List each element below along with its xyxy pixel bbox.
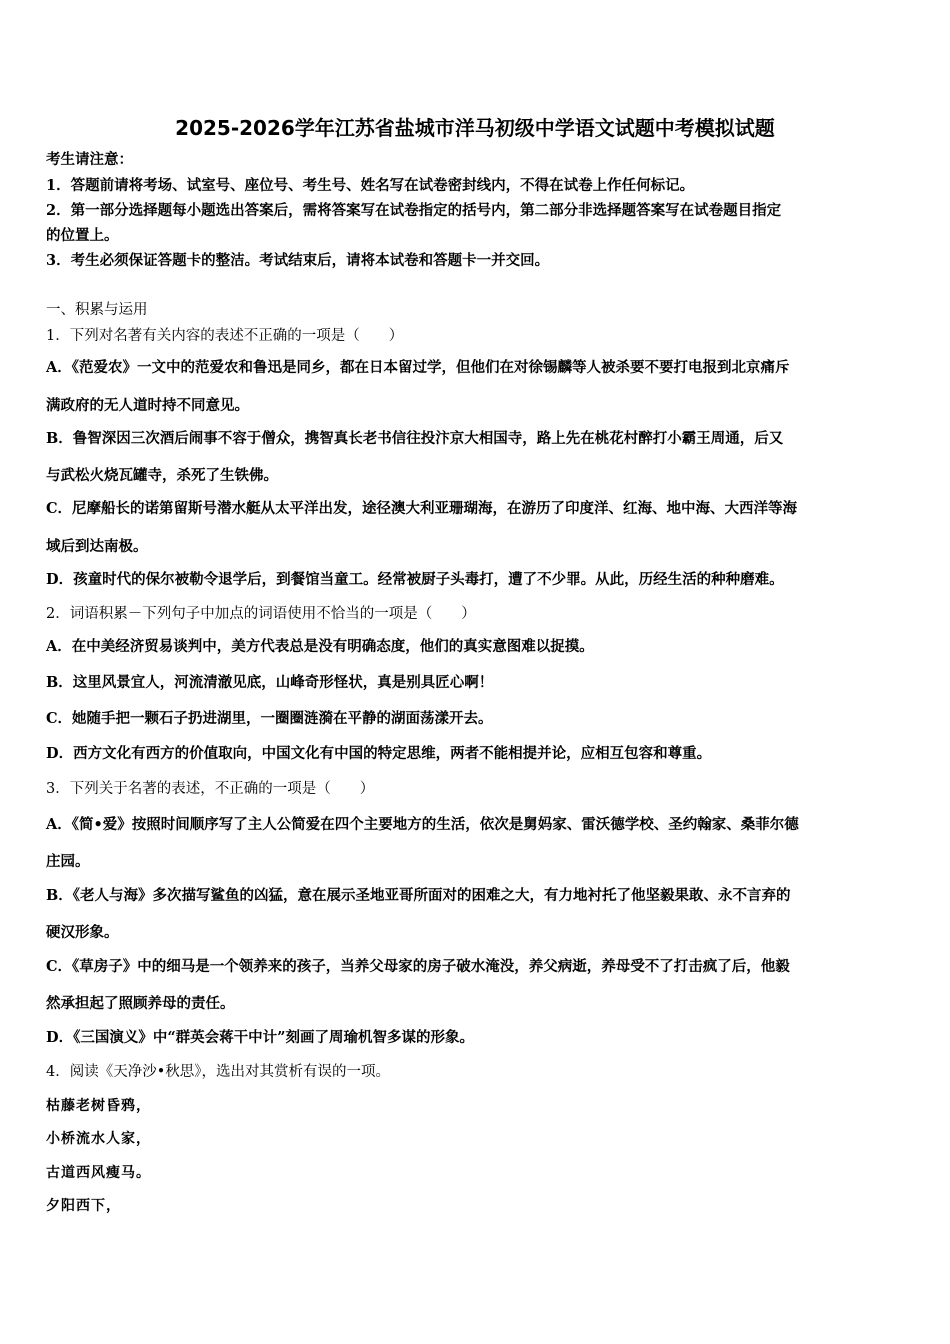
question-stem: 3．下列关于名著的表述，不正确的一项是（ ）	[46, 781, 375, 797]
question-stem: 4．阅读《天净沙•秋思》，选出对其赏析有误的一项。	[46, 1064, 391, 1080]
option-line: B．鲁智深因三次酒后闹事不容于僧众，携智真长老书信往投汴京大相国寺，路上先在桃花村醉打小霸王周通，后又	[46, 430, 784, 447]
option-line: B．这里风景宜人，河流清澈见底，山峰奇形怪状，真是别具匠心啊！	[46, 674, 494, 691]
question-stem: 2．词语积累－下列句子中加点的词语使用不恰当的一项是（ ）	[46, 606, 476, 622]
section-heading: 一、积累与运用	[46, 302, 148, 318]
option-line: A．《范爱农》一文中的范爱农和鲁迅是同乡，都在日本留过学，但他们在对徐锡麟等人被杀要不要打电报到北京痛斥	[46, 359, 790, 376]
option-line: 域后到达南极。	[46, 538, 148, 555]
notice-item: 的位置上。	[46, 227, 119, 244]
question-stem: 1．下列对名著有关内容的表述不正确的一项是（ ）	[46, 328, 404, 344]
option-line: D．孩童时代的保尔被勒令退学后，到餐馆当童工。经常被厨子头毒打，遭了不少罪。从此，历经生活的种种磨难。	[46, 571, 784, 588]
option-line: A．在中美经济贸易谈判中，美方代表总是没有明确态度，他们的真实意图难以捉摸。	[46, 638, 594, 655]
option-line: 与武松火烧瓦罐寺，杀死了生铁佛。	[46, 467, 278, 484]
option-line: C．她随手把一颗石子扔进湖里，一圈圈涟漪在平静的湖面荡漾开去。	[46, 710, 493, 727]
poem-line: 古道西风瘦马。	[46, 1165, 151, 1181]
option-line: A．《简•爱》按照时间顺序写了主人公简爱在四个主要地方的生活，依次是舅妈家、雷沃德学校、圣约翰家、桑菲尔德	[46, 816, 799, 833]
option-line: D．西方文化有西方的价值取向，中国文化有中国的特定思维，两者不能相提并论，应相互包容和尊重。	[46, 745, 712, 762]
poem-line: 夕阳西下，	[46, 1198, 121, 1214]
option-line: 硬汉形象。	[46, 924, 119, 941]
option-line: 庄园。	[46, 853, 90, 870]
poem-line: 枯藤老树昏鸦，	[46, 1098, 151, 1114]
notice-item: 2．第一部分选择题每小题选出答案后，需将答案写在试卷指定的括号内，第二部分非选择题答案写在试卷题目指定	[46, 202, 782, 219]
option-line: C．《草房子》中的细马是一个领养来的孩子，当养父母家的房子破水淹没，养父病逝，养母受不了打击疯了后，他毅	[46, 958, 790, 975]
page-title: 2025-2026学年江苏省盐城市洋马初级中学语文试题中考模拟试题	[175, 116, 775, 140]
notice-item: 3．考生必须保证答题卡的整洁。考试结束后，请将本试卷和答题卡一并交回。	[46, 252, 550, 269]
notice-heading: 考生请注意：	[46, 151, 133, 168]
option-line: D．《三国演义》中“群英会蒋干中计”刻画了周瑜机智多谋的形象。	[46, 1029, 475, 1046]
option-line: 然承担起了照顾养母的责任。	[46, 995, 235, 1012]
notice-item: 1．答题前请将考场、试室号、座位号、考生号、姓名写在试卷密封线内，不得在试卷上作任何标记。	[46, 177, 695, 194]
option-line: 满政府的无人道时持不同意见。	[46, 397, 249, 414]
option-line: B．《老人与海》多次描写鲨鱼的凶猛，意在展示圣地亚哥所面对的困难之大，有力地衬托了他坚毅果敢、永不言弃的	[46, 887, 791, 904]
option-line: C．尼摩船长的诺第留斯号潜水艇从太平洋出发，途径澳大利亚珊瑚海，在游历了印度洋、红海、地中海、大西洋等海	[46, 500, 798, 517]
poem-line: 小桥流水人家，	[46, 1131, 151, 1147]
